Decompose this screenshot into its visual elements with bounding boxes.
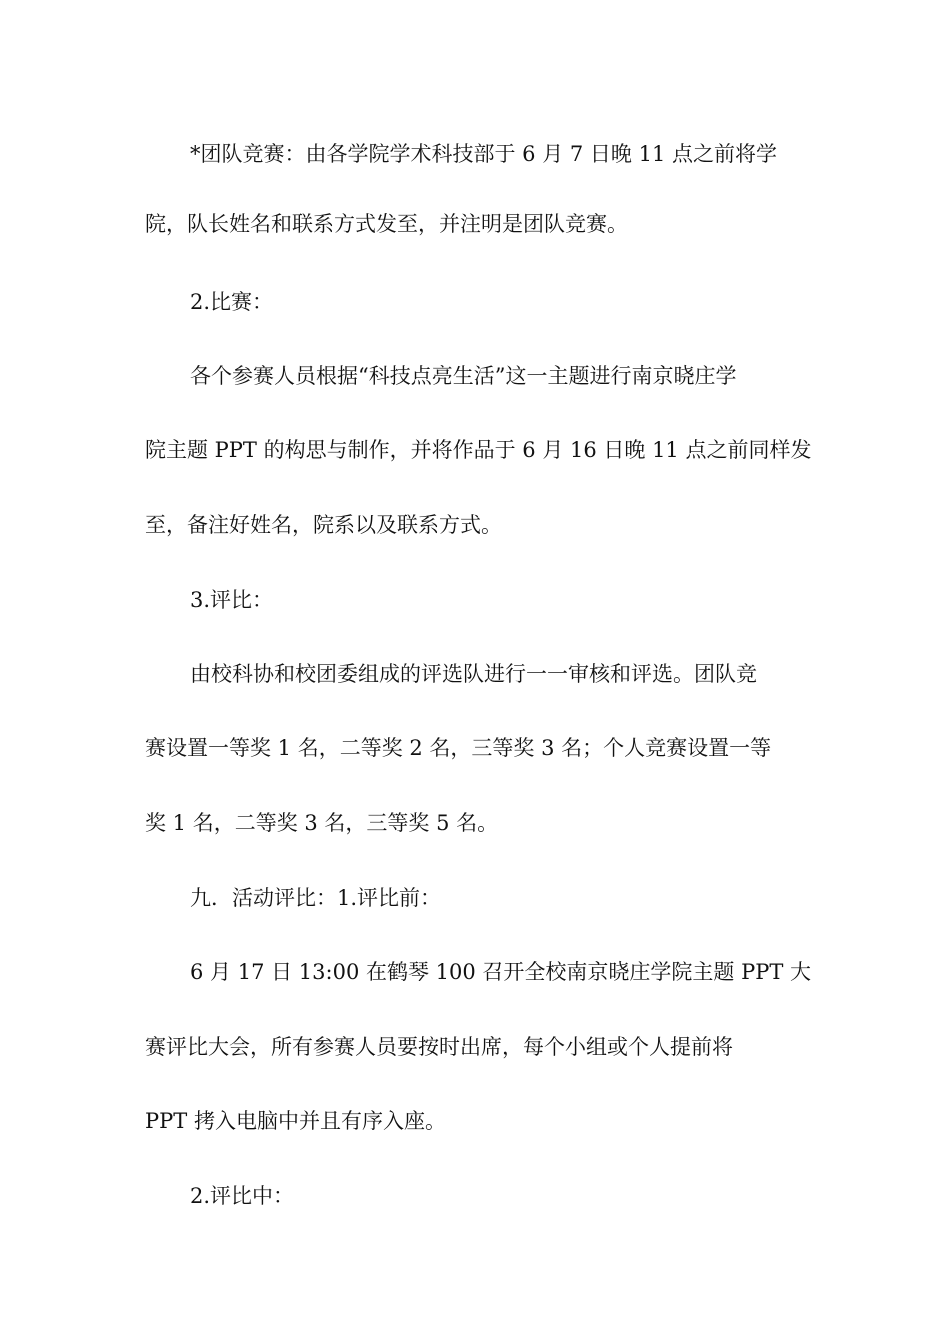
paragraph-line: 院，队长姓名和联系方式发至，并注明是团队竞赛。 — [145, 212, 628, 236]
paragraph-line: PPT 拷入电脑中并且有序入座。 — [145, 1109, 446, 1133]
section-heading: 2.比赛： — [190, 290, 274, 314]
paragraph-line: 赛评比大会，所有参赛人员要按时出席，每个小组或个人提前将 — [145, 1035, 733, 1059]
section-heading: 3.评比： — [190, 588, 274, 612]
paragraph-line: 由校科协和校团委组成的评选队进行一一审核和评选。团队竞 — [190, 662, 757, 686]
paragraph-line: 院主题 PPT 的构思与制作，并将作品于 6 月 16 日晚 11 点之前同样发 — [145, 438, 812, 462]
section-heading: 九．活动评比：1.评比前： — [190, 886, 442, 910]
paragraph-line: *团队竞赛：由各学院学术科技部于 6 月 7 日晚 11 点之前将学 — [190, 142, 777, 166]
paragraph-line: 赛设置一等奖 1 名，二等奖 2 名，三等奖 3 名；个人竞赛设置一等 — [145, 736, 772, 760]
paragraph-line: 各个参赛人员根据“科技点亮生活”这一主题进行南京晓庄学 — [190, 364, 737, 388]
paragraph-line: 6 月 17 日 13:00 在鹤琴 100 召开全校南京晓庄学院主题 PPT 大 — [190, 960, 812, 984]
paragraph-line: 奖 1 名，二等奖 3 名，三等奖 5 名。 — [145, 811, 499, 835]
section-heading: 2.评比中： — [190, 1184, 295, 1208]
paragraph-line: 至，备注好姓名，院系以及联系方式。 — [145, 513, 502, 537]
